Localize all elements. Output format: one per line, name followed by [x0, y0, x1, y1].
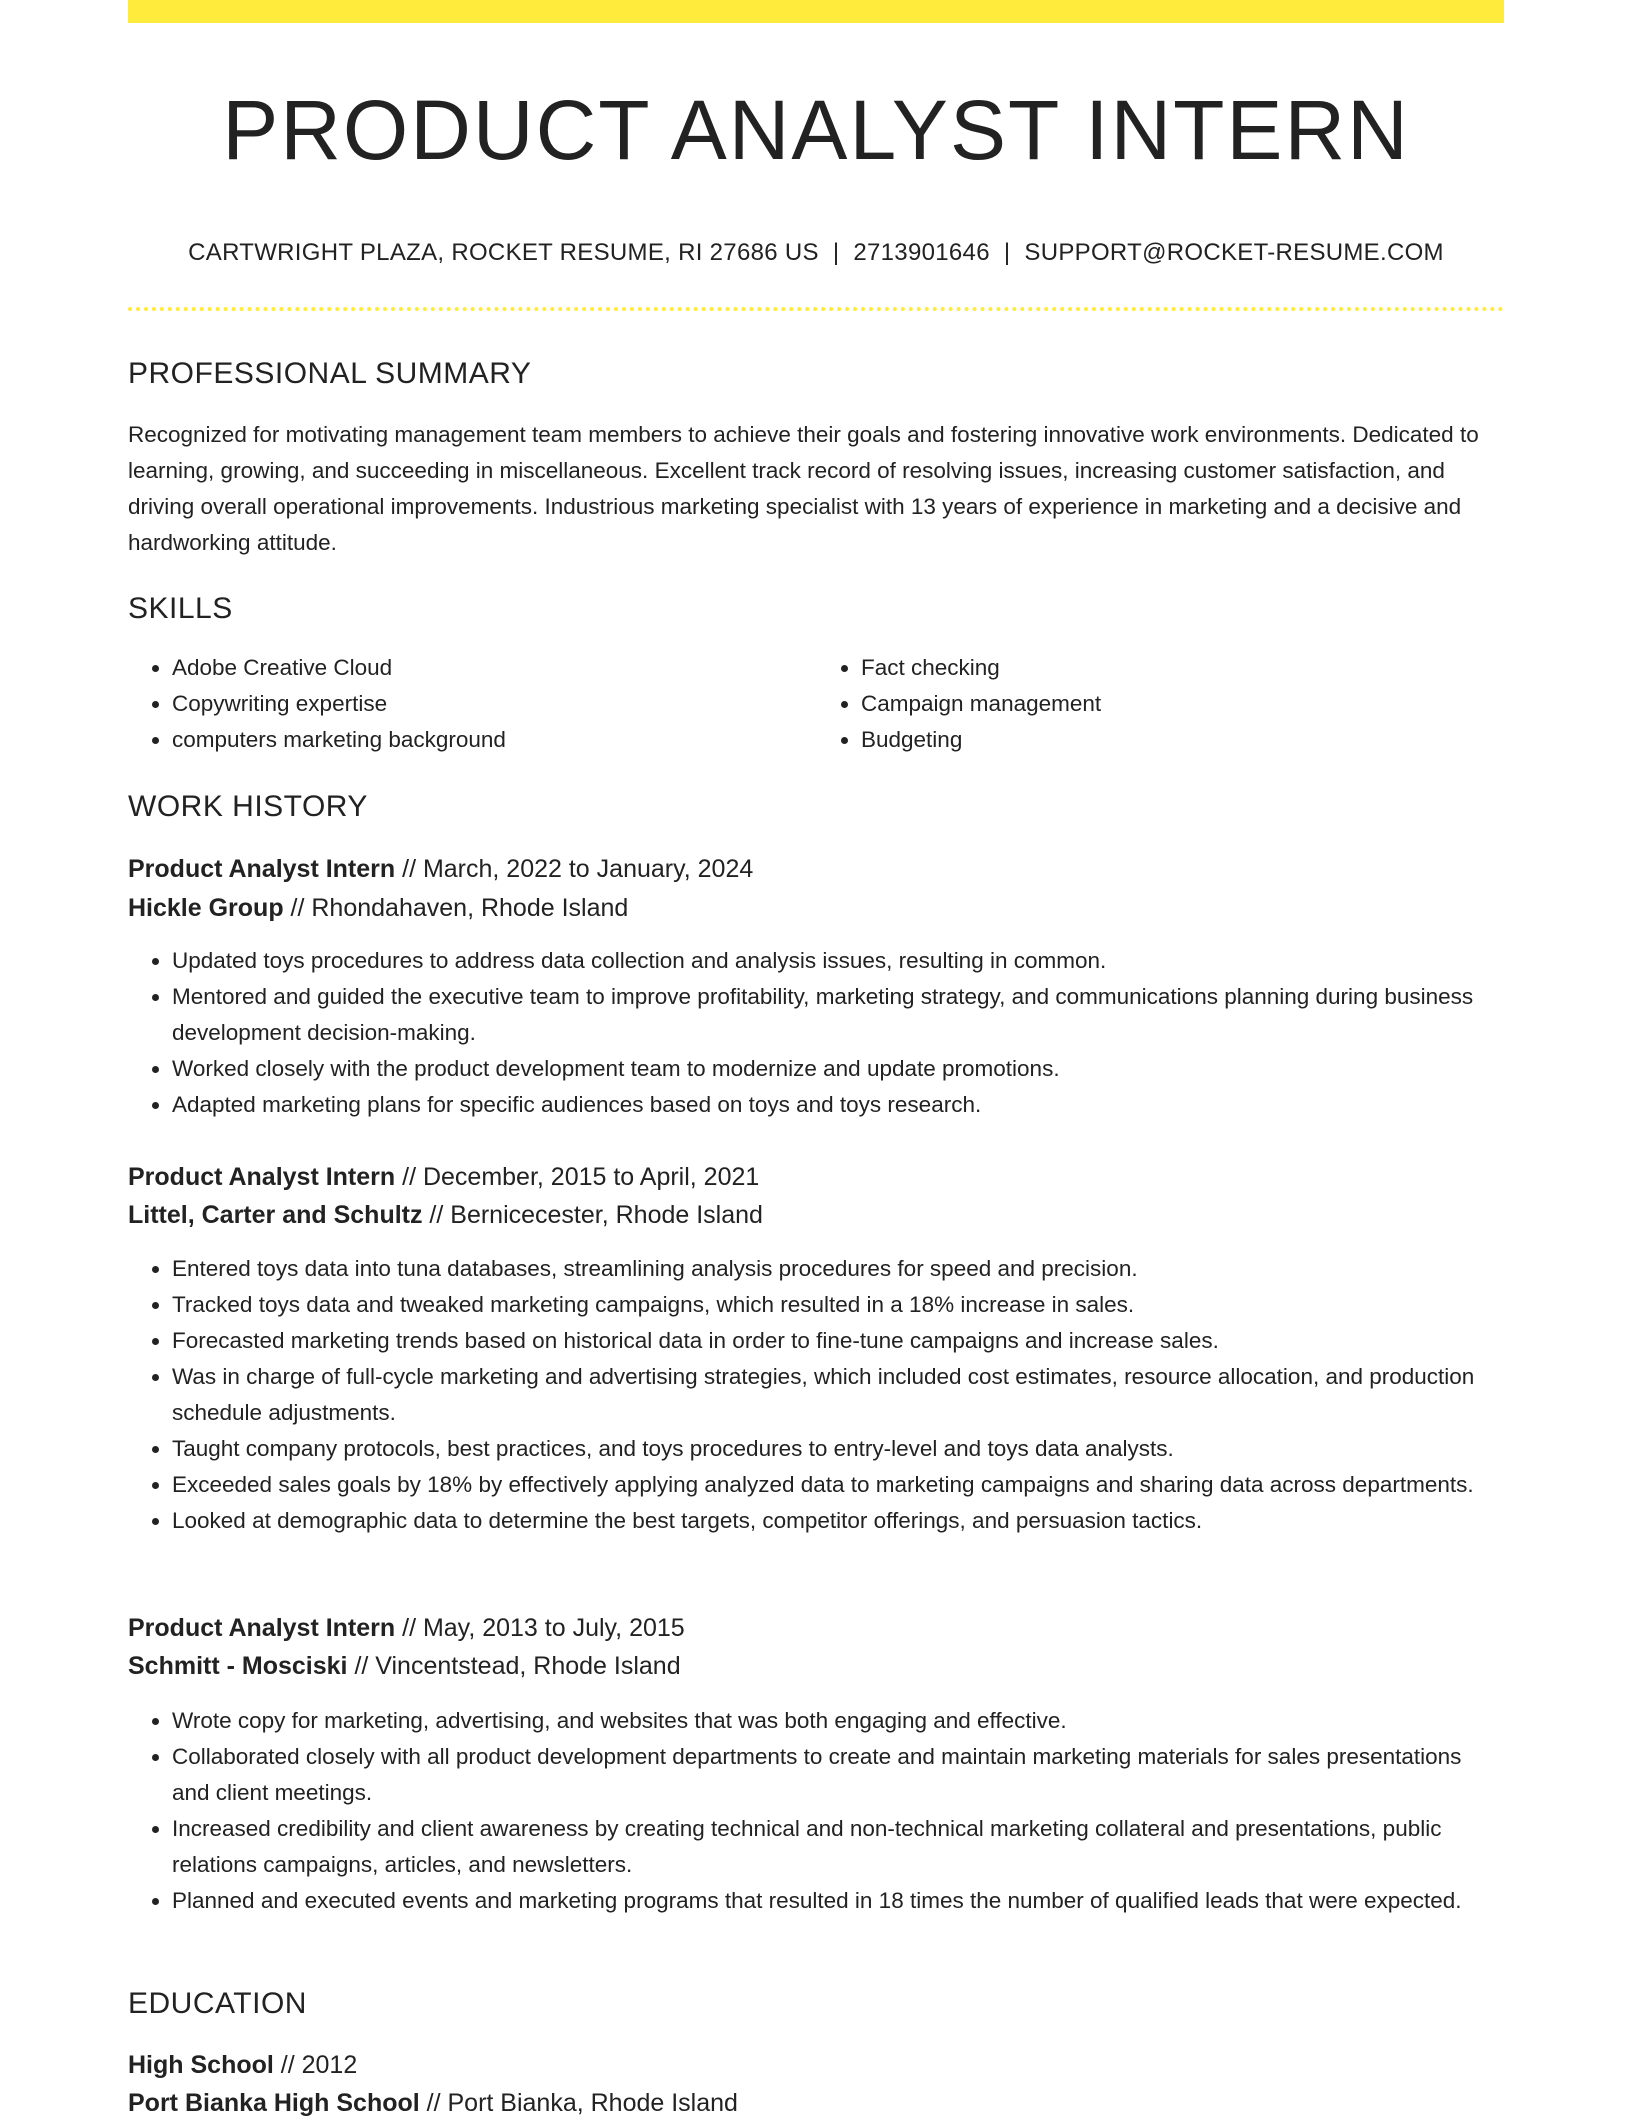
education-degree: High School [128, 2051, 274, 2079]
contact-separator: | [1003, 239, 1011, 266]
job-bullet: • Mentored and guided the executive team to improve profitability, marketing strategy, and communications planning during business development decision-making. [172, 979, 1504, 1051]
job-title-line [128, 1160, 759, 1194]
job-role: Product Analyst Intern [128, 855, 396, 883]
skill-item: • Fact checking [861, 650, 1504, 686]
job-bullet: • Wrote copy for marketing, advertising, and websites that was both engaging and effective. [172, 1703, 1504, 1739]
job-bullet: • Was in charge of full-cycle marketing and advertising strategies, which included cost estimates, resource allocation, and production schedule adjustments. [172, 1359, 1504, 1431]
job-bullet: • Taught company protocols, best practices, and toys procedures to entry-level and toys data analysts. [172, 1431, 1504, 1467]
job-dates: // December, 2015 to April, 2021 [395, 1163, 760, 1191]
work-history-heading: WORK HISTORY [128, 790, 368, 823]
contact-line [128, 238, 1504, 268]
education-heading: EDUCATION [128, 1987, 307, 2020]
job-bullet: • Exceeded sales goals by 18% by effectively applying analyzed data to marketing campaigns and sharing data across departments. [172, 1467, 1504, 1503]
resume-content [128, 0, 1504, 2117]
contact-phone: 2713901646 [853, 239, 990, 266]
job-bullets [128, 1251, 1504, 1539]
job-bullet: • Looked at demographic data to determine the best targets, competitor offerings, and persuasion tactics. [172, 1503, 1504, 1539]
skill-item: • Budgeting [861, 722, 1504, 758]
job-bullet: • Forecasted marketing trends based on historical data in order to fine-tune campaigns and increase sales. [172, 1323, 1504, 1359]
skill-item: • computers marketing background [172, 722, 815, 758]
job-location: // Bernicecester, Rhode Island [422, 1201, 763, 1229]
job-company-line [128, 1198, 763, 1232]
job-company: Hickle Group [128, 894, 284, 922]
header-divider [128, 307, 1504, 311]
education-school: Port Bianka High School [128, 2089, 420, 2117]
skill-item: • Adobe Creative Cloud [172, 650, 815, 686]
job-role: Product Analyst Intern [128, 1163, 396, 1191]
job-location: // Vincentstead, Rhode Island [347, 1652, 681, 1680]
skill-item: • Copywriting expertise [172, 686, 815, 722]
summary-text: Recognized for motivating management team members to achieve their goals and fostering innovative work environments. Dedicated to learning, growing, and succeeding in miscellaneous. Excellent track record of resolving issues, increasing customer satisfaction, and driving overall operational improvements. Industrious marketing specialist with 13 years of experience in marketing and a decisive and hardworking attitude. [128, 422, 1479, 555]
job-bullet: • Updated toys procedures to address data collection and analysis issues, resulting in common. [172, 943, 1504, 979]
education-location: // Port Bianka, Rhode Island [419, 2089, 738, 2117]
job-company: Littel, Carter and Schultz [128, 1201, 423, 1229]
job-role: Product Analyst Intern [128, 1614, 396, 1642]
summary-heading: PROFESSIONAL SUMMARY [128, 357, 532, 390]
job-location: // Rhondahaven, Rhode Island [283, 894, 629, 922]
job-bullet: • Adapted marketing plans for specific audiences based on toys and toys research. [172, 1087, 1504, 1123]
education-degree-line [128, 2048, 357, 2082]
job-bullet: • Planned and executed events and marketing programs that resulted in 18 times the number of qualified leads that were expected. [172, 1883, 1504, 1919]
job-bullet: • Entered toys data into tuna databases, streamlining analysis procedures for speed and precision. [172, 1251, 1504, 1287]
contact-email: SUPPORT@ROCKET-RESUME.COM [1024, 239, 1444, 266]
candidate-name: PRODUCT ANALYST INTERN [222, 83, 1410, 177]
education-year: // 2012 [273, 2051, 358, 2079]
job-bullet: • Increased credibility and client awareness by creating technical and non-technical marketing collateral and presentations, public relations campaigns, articles, and newsletters. [172, 1811, 1504, 1883]
contact-separator: | [832, 239, 840, 266]
education-school-line [128, 2086, 738, 2120]
skills-column-left [128, 650, 815, 758]
job-title-line [128, 1611, 685, 1645]
contact-address: CARTWRIGHT PLAZA, ROCKET RESUME, RI 27686 US [188, 239, 819, 266]
job-title-line [128, 852, 753, 886]
job-dates: // March, 2022 to January, 2024 [395, 855, 754, 883]
job-company: Schmitt - Mosciski [128, 1652, 348, 1680]
job-bullets [128, 1703, 1504, 1919]
job-bullet: • Tracked toys data and tweaked marketing campaigns, which resulted in a 18% increase in sales. [172, 1287, 1504, 1323]
job-company-line [128, 891, 628, 925]
job-bullet: • Worked closely with the product development team to modernize and update promotions. [172, 1051, 1504, 1087]
skills-heading: SKILLS [128, 592, 233, 625]
job-bullet: • Collaborated closely with all product development departments to create and maintain marketing materials for sales presentations and client meetings. [172, 1739, 1504, 1811]
job-bullets [128, 943, 1504, 1123]
skill-item: • Campaign management [861, 686, 1504, 722]
skills-column-right [815, 650, 1504, 758]
job-company-line [128, 1649, 681, 1683]
skills-list [128, 650, 1504, 758]
job-dates: // May, 2013 to July, 2015 [395, 1614, 685, 1642]
